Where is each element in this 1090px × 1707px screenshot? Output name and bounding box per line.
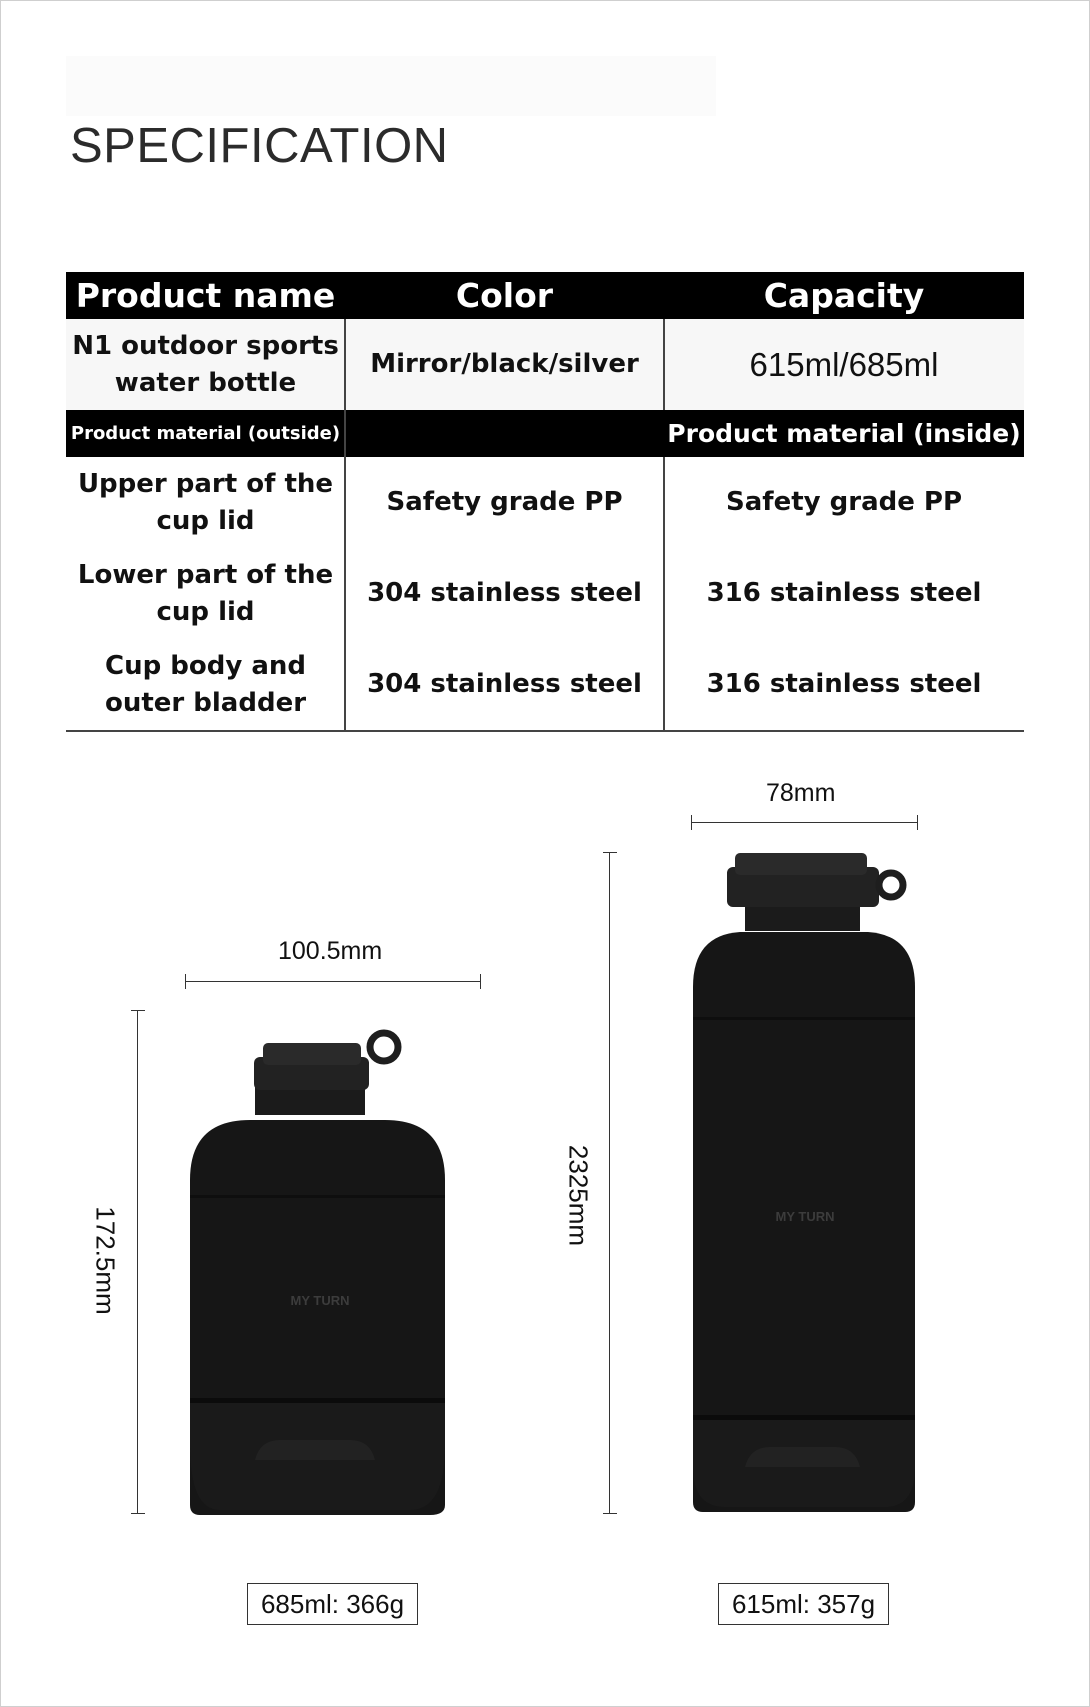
column-divider [344,319,346,731]
table-row [66,548,1024,641]
small-bottle-height-line [609,852,610,1514]
part-outside-material: 304 stainless steel [367,669,642,699]
page-title: SPECIFICATION [70,119,449,173]
dimension-tick [131,1513,145,1514]
part-name: Upper part of the cup lid [77,468,334,536]
small-bottle-weight: 615ml: 357g [718,1583,889,1625]
large-bottle-height-label: 172.5mm [90,1206,121,1315]
large-bottle-brand: MY TURN [290,1293,350,1308]
product-name-value: N1 outdoor sports water bottle [72,330,339,398]
table-header-row [66,272,1024,319]
part-outside-material: Safety grade PP [386,487,623,517]
column-divider [663,319,665,410]
material-outside-header: Product material (outside) [70,423,341,444]
part-name: Cup body and outer bladder [104,650,307,718]
small-bottle-height-label: 2325mm [563,1144,594,1247]
small-bottle-width-label: 78mm [766,779,836,807]
dimension-tick [603,1513,617,1514]
header-capacity: Capacity [763,276,925,315]
large-bottle-height-line [137,1010,138,1514]
top-banner-strip [66,56,716,116]
part-inside-material: 316 stainless steel [706,578,982,608]
dimension-tick [691,815,692,830]
product-capacity-value: 615ml/685ml [749,346,939,383]
large-bottle-width-label: 100.5mm [278,937,383,965]
dimension-tick [917,815,918,830]
product-color-value: Mirror/black/silver [370,349,639,379]
small-bottle-width-line [692,822,918,823]
material-header-row [66,410,1024,457]
header-color: Color [455,276,554,315]
dimension-tick [131,1010,145,1011]
dimension-tick [603,852,617,853]
large-bottle-image [180,1005,450,1515]
part-outside-material: 304 stainless steel [367,578,642,608]
column-divider [663,457,665,731]
material-header-spacer [345,410,664,457]
part-name: Lower part of the cup lid [77,559,334,627]
small-bottle-image [685,847,925,1512]
header-product-name: Product name [75,276,336,315]
large-bottle-width-line [186,981,481,982]
material-inside-header: Product material (inside) [667,419,1021,448]
part-inside-material: Safety grade PP [725,487,963,517]
dimension-tick [480,974,481,989]
table-row [66,639,1024,732]
large-bottle-weight: 685ml: 366g [247,1583,418,1625]
table-row [66,457,1024,550]
product-info-row [66,319,1024,410]
part-inside-material: 316 stainless steel [706,669,982,699]
small-bottle-brand: MY TURN [775,1209,835,1224]
dimension-tick [185,974,186,989]
